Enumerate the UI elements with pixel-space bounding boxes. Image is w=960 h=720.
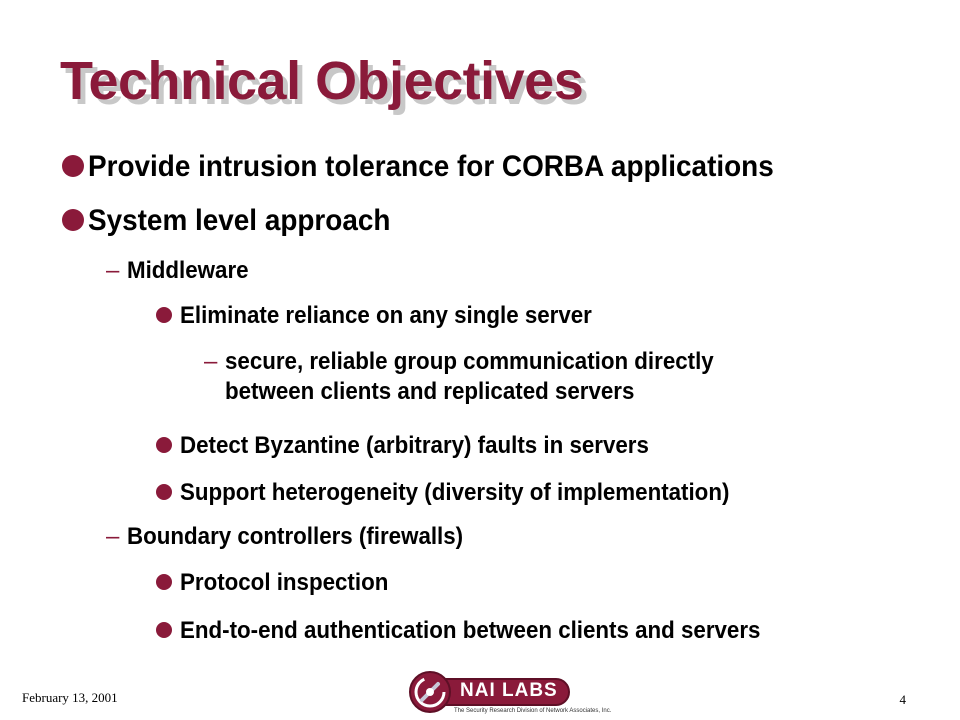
bullet-text: Boundary controllers (firewalls) — [127, 523, 464, 550]
bullet-text: Eliminate reliance on any single server — [180, 302, 592, 329]
footer-date: February 13, 2001 — [22, 690, 118, 705]
dash-icon: – — [106, 257, 120, 284]
nai-labs-logo — [408, 670, 612, 718]
slide-title: Technical Objectives — [60, 51, 584, 111]
sub-bullet-item — [106, 257, 258, 285]
bullet-text: Support heterogeneity (diversity of implementation) — [180, 479, 730, 506]
sub-sub-sub-bullet-item — [204, 347, 844, 407]
logo-tagline: The Security Research Division of Network Associates, Inc. — [454, 708, 612, 714]
bullet-item — [62, 204, 413, 238]
bullet-text: System level approach — [88, 204, 391, 237]
bullet-icon — [156, 574, 172, 590]
bullet-text: secure, reliable group communication directly between clients and replicated servers — [225, 348, 715, 405]
dash-icon: – — [204, 348, 218, 375]
bullet-text: Middleware — [127, 257, 249, 284]
page-number: 4 — [899, 692, 906, 707]
bullet-icon — [156, 622, 172, 638]
bullet-icon — [156, 437, 172, 453]
bullet-text: Detect Byzantine (arbitrary) faults in servers — [180, 432, 649, 459]
bullet-text: Protocol inspection — [180, 569, 389, 596]
sub-sub-bullet-item — [156, 432, 684, 460]
dash-icon: – — [106, 523, 120, 550]
bullet-text: End-to-end authentication between clients and servers — [180, 617, 761, 644]
bullet-icon — [62, 155, 84, 177]
bullet-text: Provide intrusion tolerance for CORBA applications — [88, 150, 774, 183]
sub-sub-bullet-item — [156, 479, 771, 507]
logo-text: NAI LABS — [460, 680, 558, 701]
sub-sub-bullet-item — [156, 617, 804, 645]
swirl-logo-icon — [408, 670, 452, 714]
sub-sub-bullet-item — [156, 302, 623, 330]
bullet-item — [62, 150, 825, 184]
bullet-icon — [62, 209, 84, 231]
bullet-icon — [156, 307, 172, 323]
bullet-icon — [156, 484, 172, 500]
sub-sub-bullet-item — [156, 569, 404, 597]
sub-bullet-item — [106, 523, 489, 551]
